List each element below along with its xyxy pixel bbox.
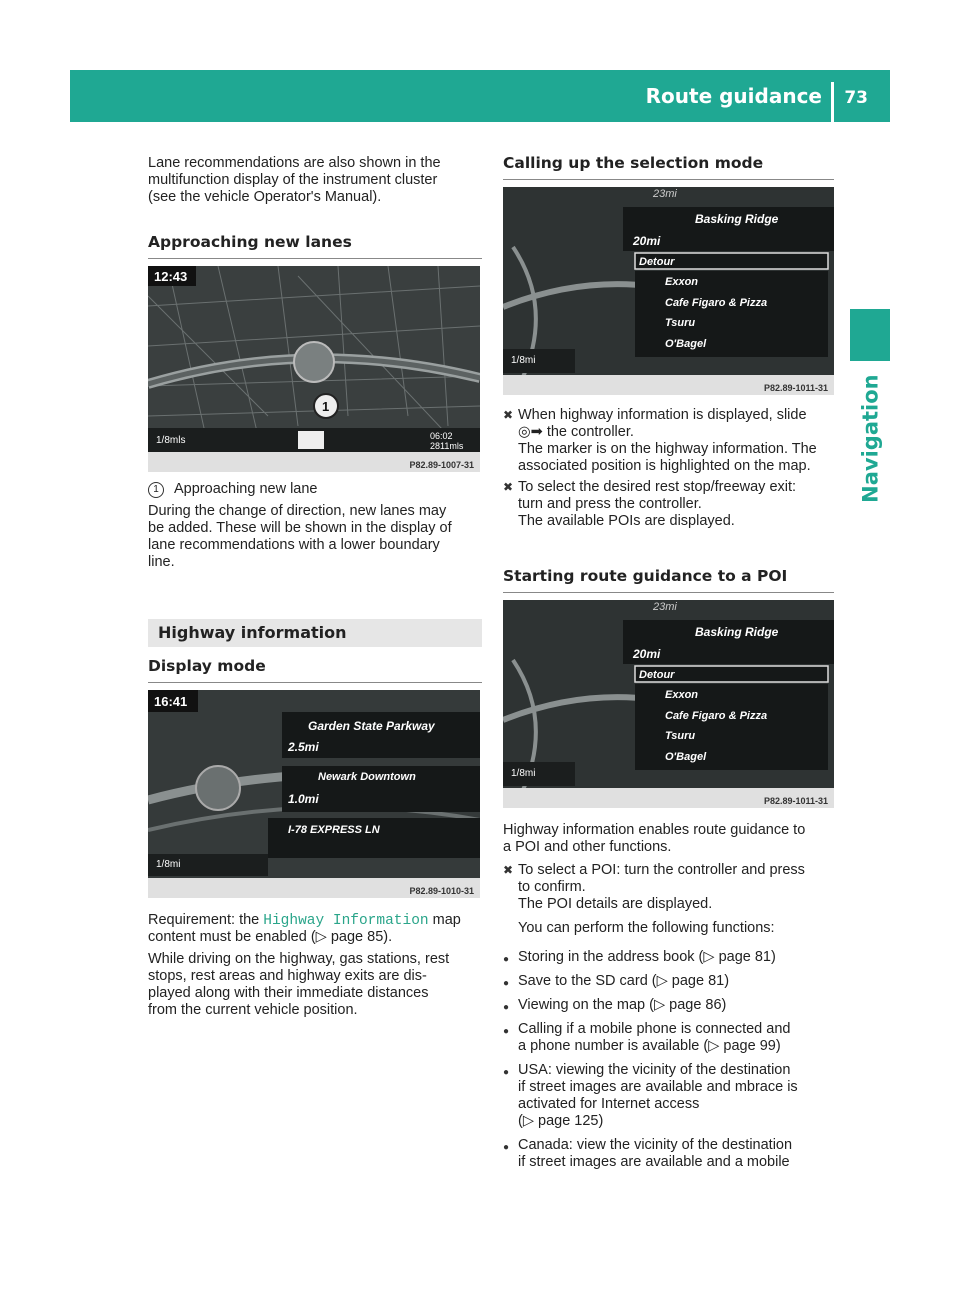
highway-info-title: Highway information (158, 623, 347, 642)
street-map-graphic (148, 266, 480, 472)
list-scale: 1/8mi (511, 768, 536, 779)
page-number: 73 (844, 88, 868, 108)
intro-line: Lane recommendations are also shown in the (148, 155, 441, 171)
poi-item: Tsuru (665, 730, 696, 742)
destination-distance: 20mi (633, 647, 661, 661)
poi-item: Cafe Figaro & Pizza (665, 297, 768, 309)
starting-heading: Starting route guidance to a POI (503, 568, 834, 593)
poi-list-graphic (503, 600, 834, 808)
poi-text: a POI and other functions. (503, 839, 672, 855)
highway-information-setting: Highway Information (263, 913, 429, 929)
approach-map-figure (148, 266, 480, 472)
figure-code: P82.89-1011-31 (763, 383, 828, 393)
detour-option: Detour (639, 256, 675, 268)
highway-row-distance: 1.0mi (288, 792, 319, 806)
step-marker-icon: ✖ (503, 408, 514, 422)
figure-caption-bar (503, 375, 834, 395)
callout-number-icon: 1 (148, 482, 164, 498)
highway-row-name: Newark Downtown (318, 771, 416, 783)
step-marker-icon: ✖ (503, 863, 514, 877)
approach-text: lane recommendations with a lower boundary (148, 537, 440, 553)
poi-text: Highway information enables route guidance to (503, 822, 806, 838)
approach-text: line. (148, 554, 175, 570)
poi-item: Cafe Figaro & Pizza (665, 710, 768, 722)
highway-row-distance: 2.5mi (288, 740, 319, 754)
header-bar (70, 70, 890, 122)
map-clock: 12:43 (154, 269, 188, 284)
poi-list-graphic (503, 187, 834, 395)
map-distance: 2811mls (430, 441, 464, 451)
poi-item: Exxon (665, 276, 699, 288)
bullet-icon: ● (503, 978, 510, 989)
bullet-icon: ● (503, 1002, 510, 1013)
requirement-line: content must be enabled (▷ page 85). (148, 929, 393, 945)
callout-text: Approaching new lane (174, 481, 318, 497)
poi-item: O'Bagel (665, 338, 707, 350)
highway-display-graphic (148, 690, 480, 898)
functions-intro: You can perform the following functions: (518, 920, 775, 936)
requirement-line: Requirement: the Highway Information map (148, 912, 461, 929)
bullet-icon: ● (503, 1067, 510, 1078)
section-title: Route guidance (645, 84, 822, 108)
bullet-icon: ● (503, 1142, 510, 1153)
intro-line: multifunction display of the instrument cluster (148, 172, 438, 188)
figure-code: P82.89-1011-31 (763, 796, 828, 806)
list-scale: 1/8mi (511, 355, 536, 366)
map-eta: 06:02 (430, 431, 453, 441)
callout-marker: 1 (322, 399, 330, 414)
intro-line: (see the vehicle Operator's Manual). (148, 189, 382, 205)
highway-info-bar (148, 619, 482, 647)
detour-option: Detour (639, 669, 675, 681)
driving-text: stops, rest areas and highway exits are dis- (148, 968, 427, 984)
map-scale: 1/8mls (156, 435, 186, 446)
figure-caption-bar (148, 878, 480, 898)
poi-item: O'Bagel (665, 751, 707, 763)
figure-code: P82.89-1010-31 (409, 886, 474, 896)
calling-heading: Calling up the selection mode (503, 155, 834, 180)
display-clock: 16:41 (154, 694, 188, 709)
header-divider (831, 82, 834, 122)
bullet-icon: ● (503, 954, 510, 965)
driving-text: While driving on the highway, gas stations, rest (148, 951, 450, 967)
figure-caption-bar (148, 452, 480, 472)
list-top-distance: 23mi (653, 601, 677, 613)
step-marker-icon: ✖ (503, 480, 514, 494)
destination-name: Basking Ridge (695, 625, 779, 639)
display-mode-heading: Display mode (148, 658, 482, 683)
highway-row-name: Garden State Parkway (308, 719, 435, 733)
poi-guidance-figure (503, 600, 834, 808)
side-tab-label: Navigation (858, 374, 883, 503)
driving-text: from the current vehicle position. (148, 1002, 358, 1018)
destination-name: Basking Ridge (695, 212, 779, 226)
display-scale: 1/8mi (156, 859, 181, 870)
approach-text: be added. These will be shown in the display of (148, 520, 452, 536)
bullet-icon: ● (503, 1026, 510, 1037)
figure-caption-bar (503, 788, 834, 808)
display-mode-figure (148, 690, 480, 898)
side-tab-marker (850, 309, 890, 361)
approach-heading: Approaching new lanes (148, 234, 482, 259)
figure-code: P82.89-1007-31 (409, 460, 474, 470)
poi-item: Exxon (665, 689, 699, 701)
approach-text: During the change of direction, new lanes may (148, 503, 447, 519)
destination-distance: 20mi (633, 234, 661, 248)
poi-item: Tsuru (665, 317, 696, 329)
list-top-distance: 23mi (653, 188, 677, 200)
highway-row-name: I-78 EXPRESS LN (288, 824, 380, 836)
driving-text: played along with their immediate distances (148, 985, 429, 1001)
selection-mode-figure (503, 187, 834, 395)
